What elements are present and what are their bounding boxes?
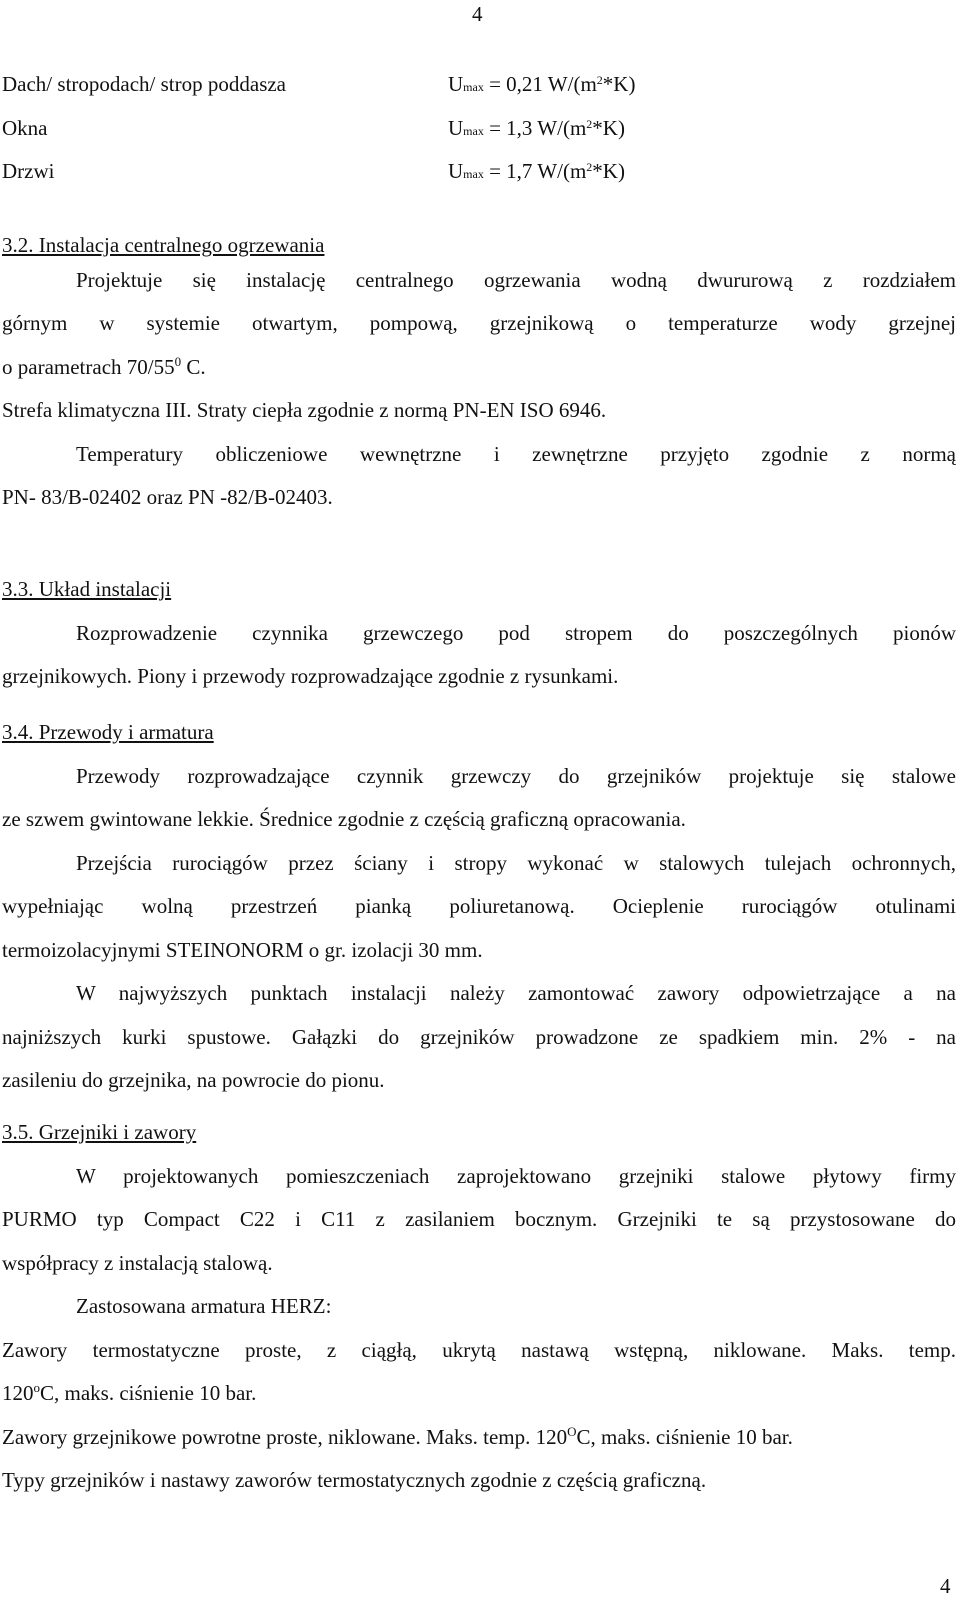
section-3-2 [2,230,956,526]
section-heading: 3.3. Układ instalacji [2,577,172,601]
paragraph-line: grzejnikowych. Piony i przewody rozprowadzające zgodnie z rysunkami. [2,664,619,688]
section-3-5 [2,1117,956,1509]
paragraph-line: Rozprowadzenie czynnika grzewczego pod stropem do poszczególnych pionów [76,620,956,645]
section-heading: 3.5. Grzejniki i zawory [2,1120,197,1144]
section-3-4 [2,717,956,1109]
paragraph-line: ze szwem gwintowane lekkie. Średnice zgodnie z częścią graficzną opracowania. [2,807,686,831]
section-heading: 3.4. Przewody i armatura [2,720,214,744]
u-row-label: Okna [2,116,48,140]
u-value-row-doors [0,159,960,189]
paragraph-line: PN- 83/B-02402 oraz PN -82/B-02403. [2,485,333,509]
paragraph-line: Strefa klimatyczna III. Straty ciepła zgodnie z normą PN-EN ISO 6946. [2,398,607,422]
u-row-value: Umax = 0,21 $W/(m^2*K)$ [448,72,636,96]
paragraph-line: zasileniu do grzejnika, na powrocie do pionu. [2,1068,385,1092]
paragraph-line: Przejścia rurociągów przez ściany i stropy wykonać w stalowych tulejach ochronnych, [76,850,956,875]
paragraph-line: PURMO typ Compact C22 i C11 z zasilaniem bocznym. Grzejniki te są przystosowane do [2,1207,956,1231]
page-number-top: 4 [472,2,483,26]
u-value-row-windows [0,116,960,146]
paragraph-line: współpracy z instalacją stalową. [2,1250,273,1275]
paragraph-line: Przewody rozprowadzające czynnik grzewczy do grzejników projektuje się stalowe [76,763,956,788]
paragraph-line: termoizolacyjnymi STEINONORM o gr. izolacji 30 mm. [2,937,483,962]
paragraph-line: górnym w systemie otwartym, pompową, grzejnikową o temperaturze wody grzejnej [2,311,956,335]
u-row-label: Drzwi [2,159,55,183]
paragraph-line: Typy grzejników i nastawy zaworów termostatycznych zgodnie z częścią graficzną. [2,1468,707,1492]
paragraph-line: 120$^o$C, maks. ciśnienie 10 bar. [2,1380,257,1405]
u-row-value: Umax = 1,3 $W/(m^2*K)$ [448,116,625,140]
u-row-label: Dach/ stropodach/ strop poddasza [2,72,287,96]
paragraph-line: o parametrach $70/55^0$ C. [2,353,206,379]
paragraph-line: Projektuje się instalację centralnego ogrzewania wodną dwururową z rozdziałem [76,267,956,292]
paragraph-line: Zastosowana armatura HERZ: [76,1294,332,1318]
section-3-3 [2,574,956,705]
paragraph-line: Zawory termostatyczne proste, z ciągłą, ukrytą nastawą wstępną, niklowane. Maks. temp. [2,1337,956,1362]
paragraph-line: najniższych kurki spustowe. Gałązki do grzejników prowadzone ze spadkiem min. 2% - na [2,1024,956,1049]
section-heading: 3.2. Instalacja centralnego ogrzewania [2,233,325,257]
paragraph-line: Temperatury obliczeniowe wewnętrzne i zewnętrzne przyjęto zgodnie z normą [76,441,956,466]
paragraph-line: wypełniając wolną przestrzeń pianką poliuretanową. Ocieplenie rurociągów otulinami [2,894,956,918]
u-row-value: Umax = 1,7 $W/(m^2*K)$ [448,159,625,183]
paragraph-line: W projektowanych pomieszczeniach zaprojektowano grzejniki stalowe płytowy firmy [76,1163,956,1188]
u-value-row-roof [0,72,960,102]
paragraph-line: Zawory grzejnikowe powrotne proste, niklowane. Maks. temp. $120^OC$, maks. ciśnienie 10 bar. [2,1423,793,1449]
page-number-bottom: 4 [940,1574,951,1598]
paragraph-line: W najwyższych punktach instalacji należy zamontować zawory odpowietrzające a na [76,981,956,1005]
